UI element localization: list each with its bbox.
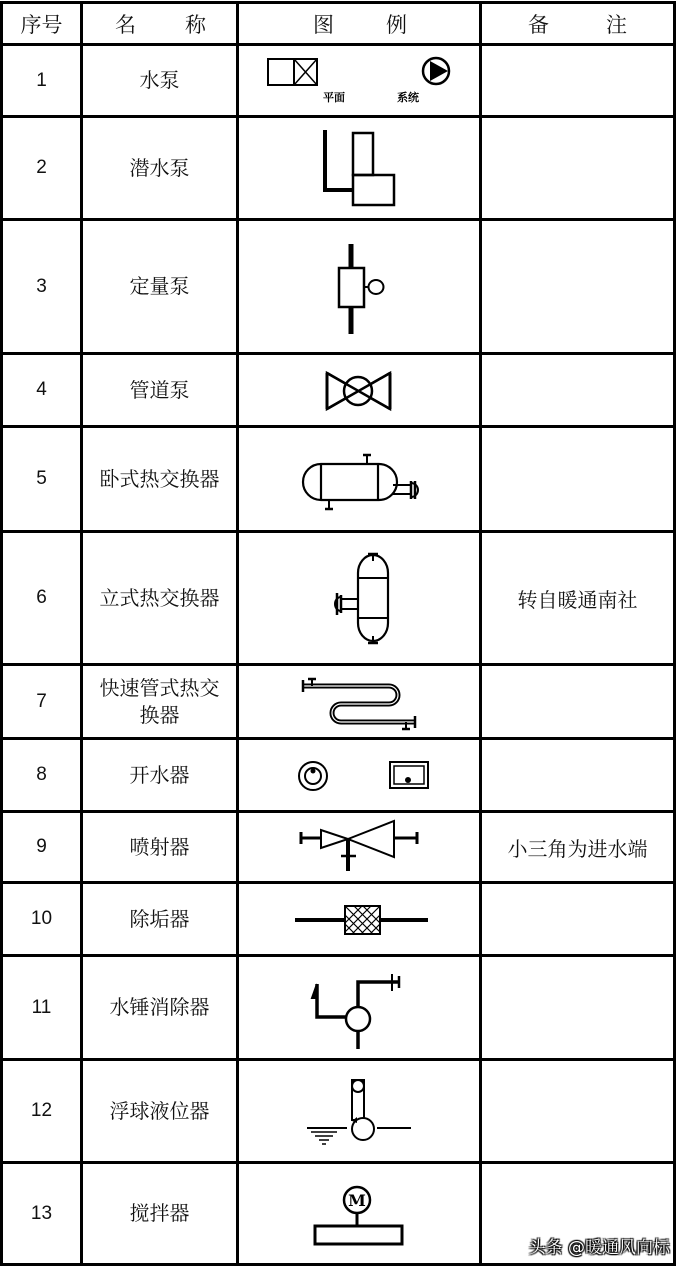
- row-name: 水泵: [82, 45, 238, 117]
- row-symbol-cell: [238, 956, 481, 1060]
- row-note: 转自暖通南社: [481, 532, 675, 665]
- table-row: [2, 739, 675, 812]
- row-name: 开水器: [82, 739, 238, 812]
- row-note: [481, 117, 675, 220]
- table-row: [2, 220, 675, 354]
- table-row: [2, 45, 675, 117]
- row-note: [481, 1060, 675, 1163]
- row-note: [481, 665, 675, 739]
- table-row: [2, 812, 675, 883]
- row-name-line1: 快速管式热交: [99, 675, 220, 700]
- table-row: [2, 532, 675, 665]
- row-note: [481, 956, 675, 1060]
- header-symbol: [238, 3, 481, 45]
- row-note: [481, 45, 675, 117]
- system-label: 系统: [397, 90, 419, 104]
- row-note: 小三角为进水端: [481, 812, 675, 883]
- row-index: 4: [2, 354, 82, 427]
- submersible-pump-icon: [239, 118, 479, 218]
- equipment-legend-table: [0, 1, 676, 1266]
- row-name: 定量泵: [82, 220, 238, 354]
- float-level-gauge-icon: [239, 1061, 479, 1161]
- row-index: 5: [2, 427, 82, 532]
- rapid-tube-heat-exchanger-icon: [239, 667, 479, 737]
- row-name: 搅拌器: [82, 1163, 238, 1265]
- motor-label: M: [348, 1190, 366, 1210]
- row-note: [481, 883, 675, 956]
- table-row: [2, 354, 675, 427]
- row-name-line2: 换器: [139, 702, 180, 727]
- row-index: 8: [2, 739, 82, 812]
- table-row: [2, 1060, 675, 1163]
- header-name-char2: 称: [185, 12, 206, 37]
- vertical-heat-exchanger-icon: [239, 533, 479, 663]
- row-symbol-cell: [238, 739, 481, 812]
- water-boiler-icon: [239, 740, 479, 810]
- header-note: [481, 3, 675, 45]
- table-row: [2, 427, 675, 532]
- row-name: 浮球液位器: [82, 1060, 238, 1163]
- row-index: 9: [2, 812, 82, 883]
- row-note: [481, 739, 675, 812]
- row-index: 13: [2, 1163, 82, 1265]
- table-row: [2, 665, 675, 739]
- row-note: [481, 220, 675, 354]
- row-index: 3: [2, 220, 82, 354]
- row-symbol-cell: [238, 812, 481, 883]
- row-index: 7: [2, 665, 82, 739]
- row-name: 潜水泵: [82, 117, 238, 220]
- descaler-icon: [239, 884, 479, 954]
- row-symbol-cell: [238, 427, 481, 532]
- row-note: [481, 427, 675, 532]
- row-symbol-cell: [238, 220, 481, 354]
- row-index: 1: [2, 45, 82, 117]
- row-symbol-cell: [238, 665, 481, 739]
- row-name: 卧式热交换器: [82, 427, 238, 532]
- row-index: 6: [2, 532, 82, 665]
- row-name: 除垢器: [82, 883, 238, 956]
- row-symbol-cell: [238, 117, 481, 220]
- table-row: [2, 883, 675, 956]
- row-symbol-cell: [238, 354, 481, 427]
- header-row: [2, 3, 675, 45]
- table-row: [2, 117, 675, 220]
- pipeline-pump-icon: [239, 355, 479, 425]
- row-index: 10: [2, 883, 82, 956]
- row-name: 喷射器: [82, 812, 238, 883]
- header-symbol-char1: 图: [313, 12, 334, 37]
- row-symbol-cell: [238, 45, 481, 117]
- ejector-icon: [239, 813, 479, 881]
- row-name: 水锤消除器: [82, 956, 238, 1060]
- row-symbol-cell: [238, 1163, 481, 1265]
- header-symbol-char2: 例: [386, 12, 407, 37]
- row-name: 立式热交换器: [82, 532, 238, 665]
- header-note-char1: 备: [528, 12, 549, 37]
- water-hammer-arrester-icon: [239, 958, 479, 1058]
- row-name: [82, 665, 238, 739]
- table-row: [2, 956, 675, 1060]
- row-symbol-cell: [238, 532, 481, 665]
- header-name: [82, 3, 238, 45]
- horizontal-heat-exchanger-icon: [239, 429, 479, 529]
- row-name: 管道泵: [82, 354, 238, 427]
- metering-pump-icon: [239, 222, 479, 352]
- header-name-char1: 名: [115, 12, 136, 37]
- row-index: 11: [2, 956, 82, 1060]
- row-note: [481, 354, 675, 427]
- header-index: 序号: [2, 3, 82, 45]
- header-note-char2: 注: [606, 12, 627, 37]
- row-index: 2: [2, 117, 82, 220]
- row-symbol-cell: [238, 1060, 481, 1163]
- row-symbol-cell: [238, 883, 481, 956]
- plan-label: 平面: [323, 90, 345, 104]
- pump-symbol-icon: [239, 48, 479, 114]
- agitator-icon: [239, 1165, 479, 1263]
- watermark: 头条 @暖通风向标: [528, 1238, 670, 1258]
- row-index: 12: [2, 1060, 82, 1163]
